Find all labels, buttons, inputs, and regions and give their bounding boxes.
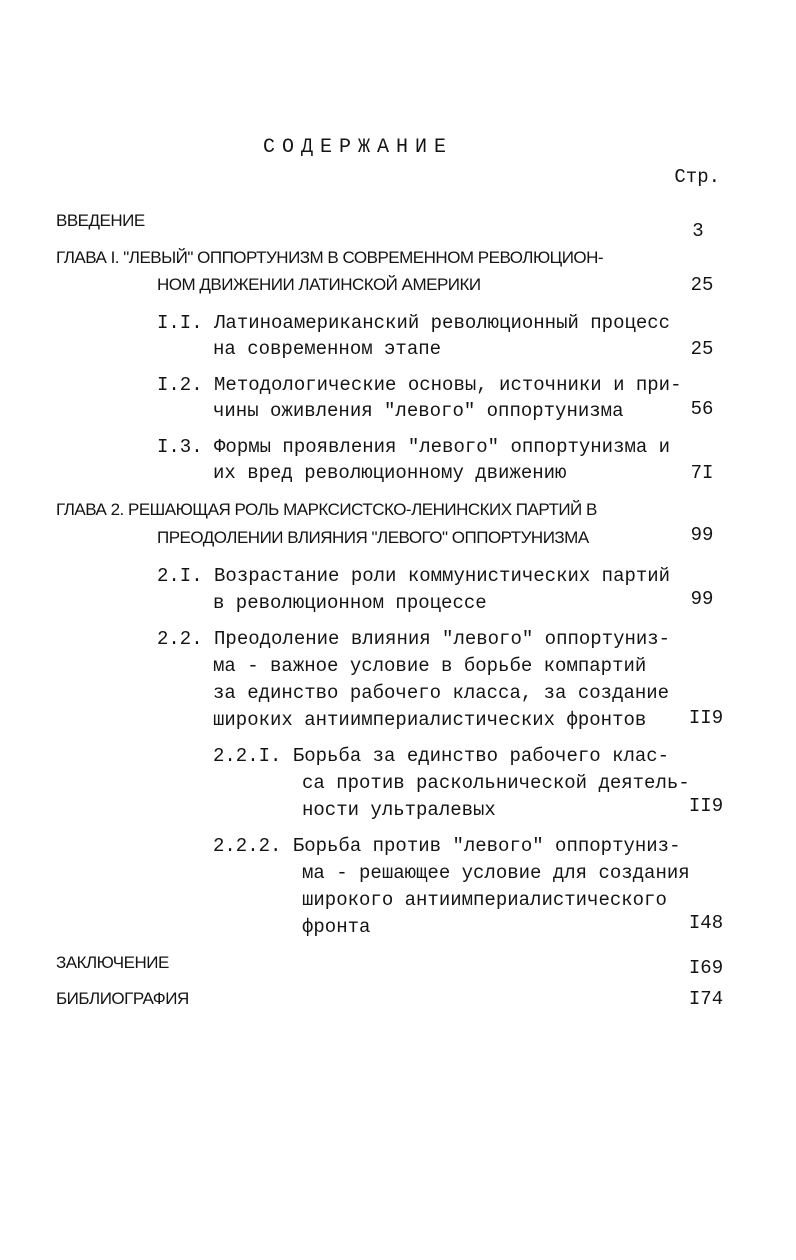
- toc-1-3-line2: их вред революционному движению: [213, 462, 567, 484]
- toc-1-1-line2: на современном этапе: [213, 338, 442, 360]
- toc-2-2-line1: 2.2. Преодоление влияния "левого" оппортуниз-: [157, 628, 671, 650]
- toc-ch2-line2: ПРЕОДОЛЕНИИ ВЛИЯНИЯ "ЛЕВОГО" ОППОРТУНИЗМА: [157, 528, 589, 547]
- toc-1-3-page: 7I: [690, 462, 714, 484]
- toc-bibliography-page: I74: [688, 988, 724, 1010]
- toc-conclusion-page: I69: [688, 957, 724, 979]
- toc-2-2-2-page: I48: [688, 912, 724, 934]
- toc-1-2-line1: I.2. Методологические основы, источники и при-: [157, 374, 682, 396]
- toc-ch2-page: 99: [690, 524, 714, 546]
- page-title: СОДЕРЖАНИЕ: [262, 136, 454, 159]
- toc-2-2-2-line3: широкого антиимпериалистического: [302, 889, 667, 911]
- toc-bibliography-label: БИБЛИОГРАФИЯ: [56, 989, 189, 1008]
- pages-column-label: Стр.: [674, 166, 720, 188]
- toc-2-2-1-line3: ности ультралевых: [302, 799, 496, 821]
- toc-2-1-line2: в революционном процессе: [213, 592, 487, 614]
- toc-2-2-1-page: II9: [688, 795, 724, 817]
- toc-1-1-page: 25: [690, 338, 714, 360]
- toc-1-2-line2: чины оживления "левого" оппортунизма: [213, 400, 624, 422]
- toc-2-2-line3: за единство рабочего класса, за создание: [213, 682, 670, 704]
- toc-intro-label: ВВЕДЕНИЕ: [56, 211, 145, 230]
- toc-2-1-line1: 2.I. Возрастание роли коммунистических партий: [157, 565, 671, 587]
- toc-2-2-1-line1: 2.2.I. Борьба за единство рабочего клас-: [213, 745, 670, 767]
- toc-1-3-line1: I.3. Формы проявления "левого" оппортунизма и: [157, 436, 671, 458]
- toc-ch2-line1: ГЛАВА 2. РЕШАЮЩАЯ РОЛЬ МАРКСИСТСКО-ЛЕНИНСКИХ ПАРТИЙ В: [56, 500, 597, 519]
- toc-conclusion-label: ЗАКЛЮЧЕНИЕ: [56, 953, 169, 972]
- toc-ch1-page: 25: [690, 274, 714, 296]
- toc-intro-page: 3: [692, 220, 704, 242]
- toc-2-2-line2: ма - важное условие в борьбе компартий: [213, 655, 647, 677]
- toc-2-2-line4: широких антиимпериалистических фронтов: [213, 709, 647, 731]
- toc-1-1-line1: I.I. Латиноамериканский революционный процесс: [157, 312, 671, 334]
- toc-2-2-1-line2: са против раскольнической деятель-: [302, 772, 690, 794]
- toc-2-1-page: 99: [690, 588, 714, 610]
- toc-2-2-2-line1: 2.2.2. Борьба против "левого" оппортуниз-: [213, 835, 681, 857]
- toc-2-2-2-line2: ма - решающее условие для создания: [302, 862, 690, 884]
- toc-1-2-page: 56: [690, 398, 714, 420]
- toc-2-2-page: II9: [688, 707, 724, 729]
- toc-ch1-line2: НОМ ДВИЖЕНИИ ЛАТИНСКОЙ АМЕРИКИ: [157, 275, 481, 294]
- toc-2-2-2-line4: фронта: [302, 916, 371, 938]
- toc-ch1-line1: ГЛАВА I. "ЛЕВЫЙ" ОППОРТУНИЗМ В СОВРЕМЕННОМ РЕВОЛЮЦИОН-: [56, 248, 604, 267]
